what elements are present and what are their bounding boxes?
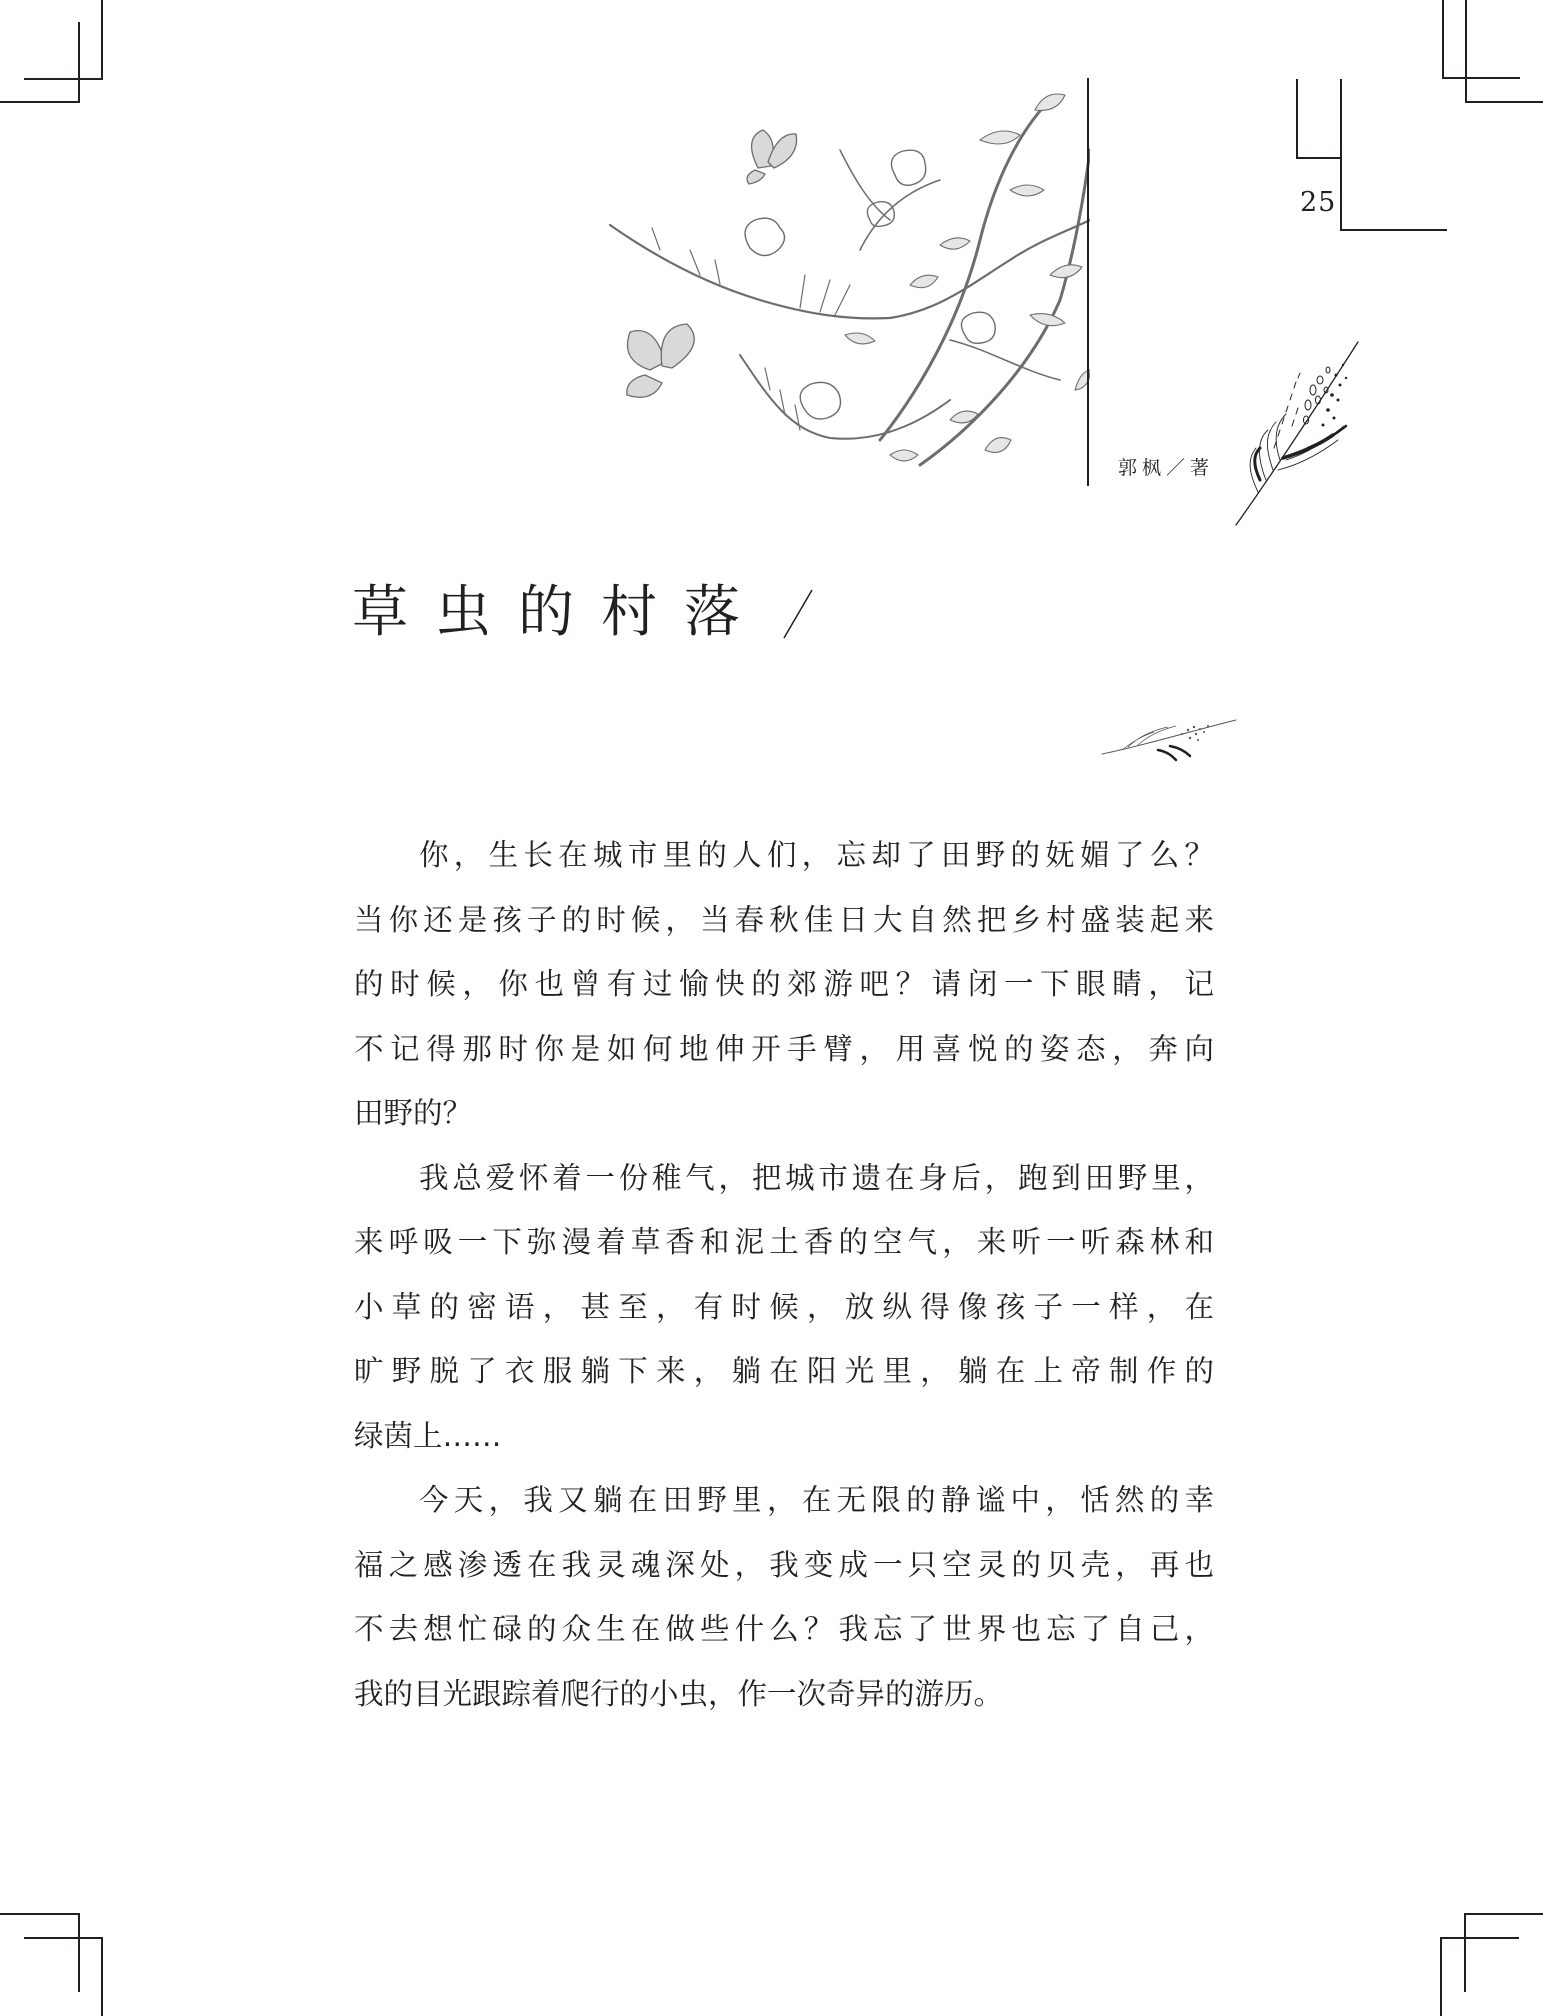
body-text bbox=[354, 823, 1214, 1726]
crop-mark-bottom-left-v2 bbox=[101, 1937, 103, 2016]
crop-mark-top-right-v2 bbox=[1465, 0, 1467, 103]
feather-icon bbox=[1098, 712, 1238, 762]
text-line: 你，生长在城市里的人们，忘却了田野的妩媚了么？ bbox=[419, 838, 1214, 872]
author-byline: 郭枫／著 bbox=[1118, 457, 1215, 479]
chapter-title: 草虫的村落 bbox=[352, 580, 767, 645]
vine-butterfly-illustration bbox=[590, 70, 1090, 490]
crop-mark-bottom-left-h2 bbox=[24, 1937, 103, 1939]
paragraph-2 bbox=[354, 1146, 1214, 1469]
page-number: 25 bbox=[1300, 187, 1337, 218]
paragraph-3 bbox=[354, 1468, 1214, 1726]
text-line: 不去想忙碌的众生在做些什么？我忘了世界也忘了自己， bbox=[354, 1612, 1214, 1646]
crop-mark-top-left-v1 bbox=[78, 22, 80, 103]
text-line: 来呼吸一下弥漫着草香和泥土香的空气，来听一听森林和 bbox=[354, 1225, 1214, 1259]
crop-mark-bottom-right-h1 bbox=[1464, 1913, 1543, 1915]
header-vertical-rule bbox=[1087, 78, 1089, 486]
crop-mark-bottom-right-v1 bbox=[1464, 1913, 1466, 1992]
corner-mark-inner-h1 bbox=[1296, 157, 1341, 159]
corner-mark-inner-h2 bbox=[1340, 229, 1447, 231]
crop-mark-top-right-v1 bbox=[1442, 0, 1444, 79]
text-line: 不记得那时你是如何地伸开手臂，用喜悦的姿态，奔向 bbox=[354, 1031, 1214, 1066]
crop-mark-top-left-h2 bbox=[24, 78, 103, 80]
text-line: 绿茵上…… bbox=[354, 1418, 502, 1453]
text-line: 今天，我又躺在田野里，在无限的静谧中，恬然的幸 bbox=[419, 1483, 1214, 1517]
feather-icon bbox=[1228, 330, 1368, 530]
paragraph-1 bbox=[354, 823, 1214, 1146]
crop-mark-bottom-right-v2 bbox=[1440, 1937, 1442, 2016]
corner-mark-inner-v2 bbox=[1340, 79, 1342, 230]
text-line: 当你还是孩子的时候，当春秋佳日大自然把乡村盛装起来 bbox=[354, 902, 1214, 937]
crop-mark-top-left-h1 bbox=[0, 101, 79, 103]
crop-mark-top-right-h1 bbox=[1442, 77, 1520, 79]
corner-mark-inner-v1 bbox=[1296, 79, 1298, 158]
title-slash-decoration bbox=[780, 586, 816, 642]
crop-mark-bottom-left-v1 bbox=[78, 1913, 80, 1992]
text-line: 福之感渗透在我灵魂深处，我变成一只空灵的贝壳，再也 bbox=[354, 1547, 1214, 1582]
crop-mark-bottom-left-h1 bbox=[0, 1913, 79, 1915]
crop-mark-bottom-right-h2 bbox=[1440, 1937, 1519, 1939]
text-line: 田野的？ bbox=[354, 1096, 473, 1130]
text-line: 我的目光跟踪着爬行的小虫，作一次奇异的游历。 bbox=[354, 1676, 1004, 1711]
text-line: 的时候，你也曾有过愉快的郊游吧？请闭一下眼睛，记 bbox=[354, 967, 1214, 1001]
text-line: 我总爱怀着一份稚气，把城市遗在身后，跑到田野里， bbox=[419, 1160, 1214, 1195]
text-line: 旷野脱了衣服躺下来，躺在阳光里，躺在上帝制作的 bbox=[354, 1354, 1214, 1388]
text-line: 小草的密语，甚至，有时候，放纵得像孩子一样，在 bbox=[354, 1289, 1214, 1324]
crop-mark-top-right-h2 bbox=[1465, 101, 1543, 103]
crop-mark-top-left-v2 bbox=[101, 0, 103, 80]
